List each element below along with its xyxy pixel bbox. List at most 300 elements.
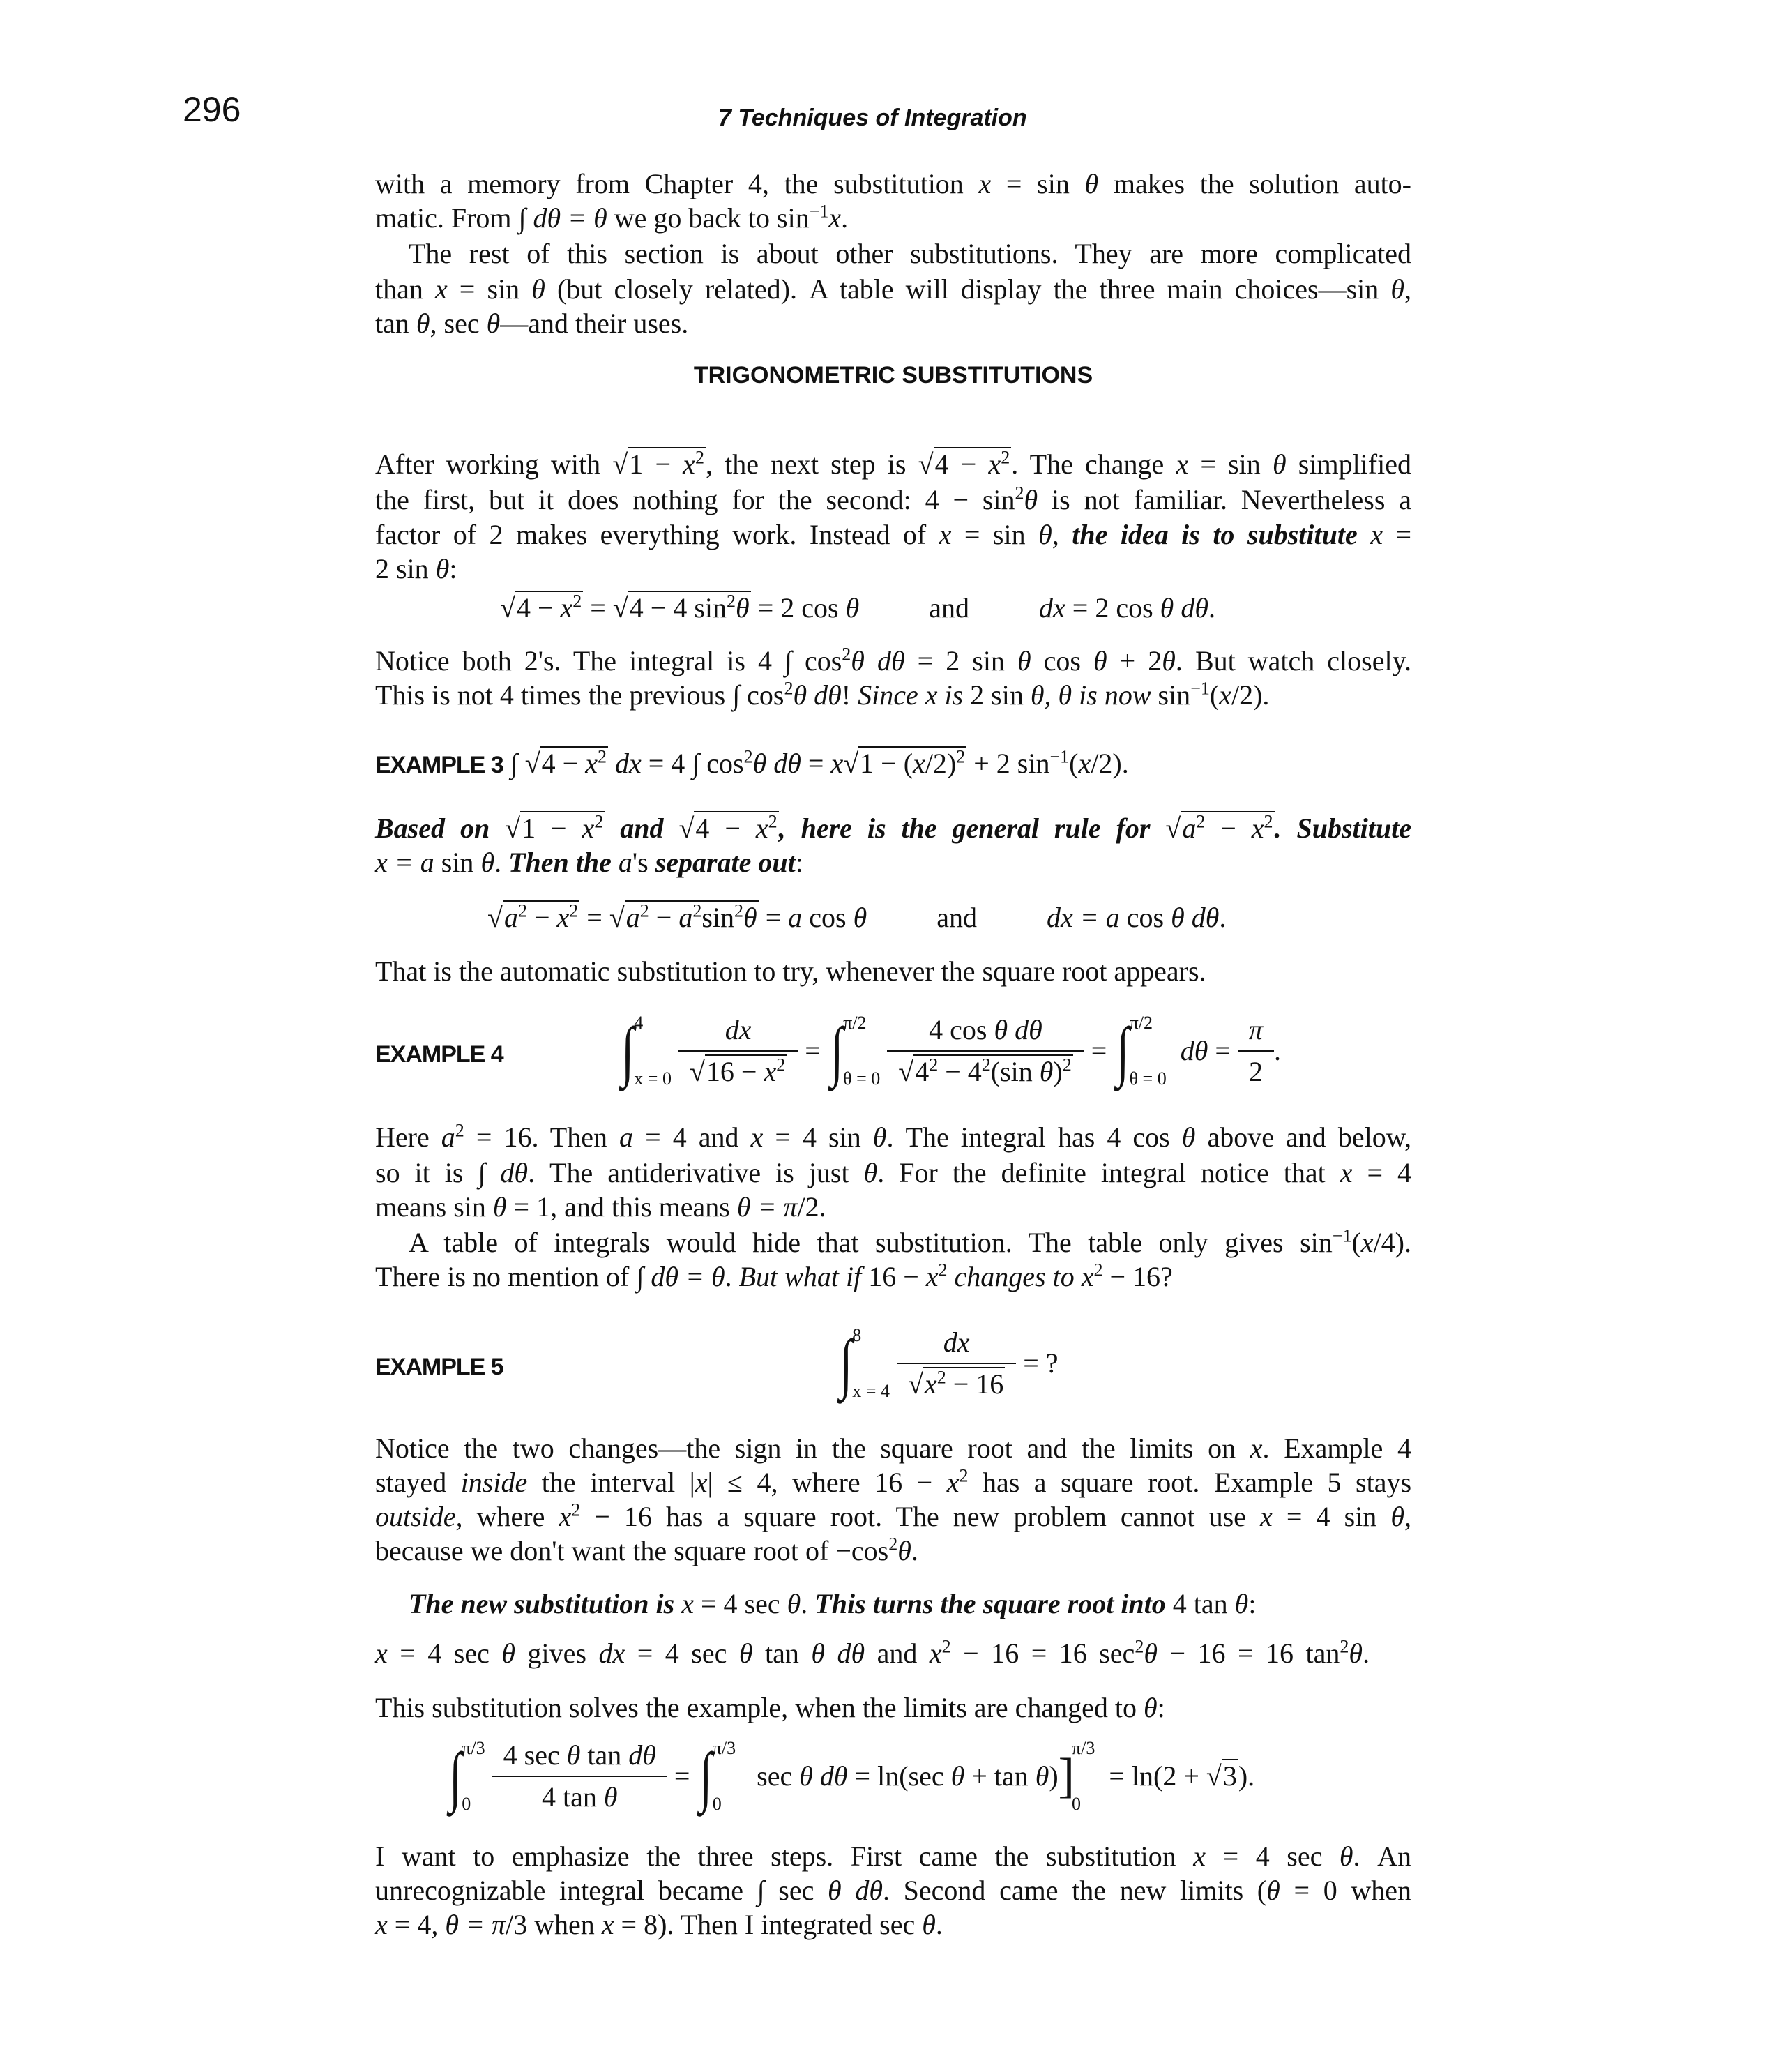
emphasis-text: Then the: [508, 847, 619, 878]
line-content: [375, 1501, 1411, 1532]
text-run: and: [867, 902, 1047, 933]
text-run: 4 sec: [503, 1739, 567, 1771]
radicand: [520, 811, 605, 844]
superscript: −1: [1190, 678, 1210, 699]
text-run: . The antiderivative is just: [528, 1157, 864, 1188]
emphasis-text: x: [434, 273, 448, 305]
text-line: [375, 1260, 1411, 1294]
emphasis-text: a: [678, 902, 693, 933]
square-root: [690, 1054, 787, 1087]
emphasis-text: a: [441, 1121, 455, 1153]
superscript: 2: [597, 746, 607, 767]
text-run: . But watch closely.: [1175, 645, 1411, 676]
emphasis-text: θ dθ: [994, 1014, 1042, 1045]
integral-sign-icon: ∫: [699, 1739, 713, 1813]
emphasis-text: dx = a: [1047, 902, 1120, 933]
emphasis-text: This turns the square root into: [814, 1588, 1166, 1619]
radical-sign-icon: √: [505, 812, 521, 844]
line-content: [375, 308, 688, 339]
text-run: makes the solution auto-: [1098, 168, 1412, 199]
radical-sign-icon: √: [898, 1056, 914, 1087]
text-run: =: [1208, 1035, 1238, 1066]
radical-sign-icon: √: [678, 812, 695, 844]
text-line: [375, 746, 1411, 781]
text-run: = 4 sec: [1206, 1840, 1340, 1872]
bracket-icon: ]: [1058, 1749, 1075, 1803]
superscript: 2: [1015, 483, 1024, 504]
square-root: [505, 811, 605, 844]
superscript: 2: [842, 644, 851, 665]
example-label: EXAMPLE 4: [375, 1041, 503, 1068]
emphasis-text: a: [788, 902, 803, 933]
emphasis-text: dθ = θ: [533, 202, 607, 234]
text-run: matic. From ∫: [375, 202, 533, 234]
integral-sign-icon: ∫: [1116, 1013, 1130, 1088]
line-content: [375, 484, 1411, 515]
text-line: [375, 236, 1411, 271]
emphasis-text: x: [560, 592, 573, 623]
emphasis-text: x: [755, 812, 768, 844]
superscript: −1: [1049, 746, 1070, 767]
text-run: = 16. Then: [464, 1121, 620, 1153]
emphasis-text: θ: [1038, 519, 1052, 550]
text-run: The rest of this section is about other substitutions. They are more complicated: [409, 238, 1411, 269]
text-run: .: [725, 1261, 739, 1292]
text-run: . For the definite integral notice that: [877, 1157, 1340, 1188]
emphasis-text: x: [1176, 448, 1189, 480]
text-run: .: [801, 1588, 815, 1619]
line-content: [375, 679, 1269, 711]
superscript: 2: [938, 1260, 948, 1280]
text-run: | ≤ 4, where 16 −: [707, 1467, 947, 1498]
text-run: factor of 2 makes everything work. Instead of: [375, 519, 939, 550]
emphasis-text: θ: [1339, 1840, 1353, 1872]
text-run: Here: [375, 1121, 441, 1153]
emphasis-text: a: [625, 902, 640, 933]
superscript: −1: [809, 201, 829, 222]
limits: [462, 1738, 485, 1815]
superscript: 2: [888, 1534, 898, 1555]
text-run: =: [579, 902, 609, 933]
radicand: [628, 591, 751, 623]
superscript: 2: [727, 591, 736, 612]
text-run: = sin: [447, 273, 532, 305]
lower-limit: θ = 0: [843, 1068, 881, 1089]
superscript: 2: [517, 900, 527, 921]
text-line: [375, 644, 1411, 679]
text-run: =: [758, 902, 789, 933]
text-run: 4 −: [541, 748, 586, 779]
example-label: EXAMPLE 5: [375, 1354, 503, 1380]
upper-limit: π/3: [1071, 1738, 1095, 1758]
emphasis-text: θ dθ: [811, 1638, 865, 1669]
fraction: [498, 1738, 662, 1815]
text-run: − 16 = 16 sec: [950, 1638, 1135, 1669]
upper-limit: π/3: [462, 1738, 485, 1758]
text-line: [375, 1120, 1411, 1155]
line-content: [375, 955, 1206, 987]
emphasis-text: x: [375, 1638, 388, 1669]
text-run: . The change: [1011, 448, 1176, 480]
text-run: = 4 sec: [387, 1638, 502, 1669]
emphasis-text: dx: [1039, 592, 1065, 623]
emphasis-text: θ dθ: [851, 645, 905, 676]
fraction: [902, 1325, 1010, 1402]
text-run: 4: [915, 1056, 930, 1087]
emphasis-text: θ: [845, 592, 860, 623]
emphasis-text: Based on: [375, 812, 506, 844]
text-run: /4).: [1373, 1227, 1411, 1258]
display-equation: [500, 591, 1215, 626]
emphasis-text: θ: [1234, 1588, 1249, 1619]
radical-sign-icon: √: [907, 1368, 923, 1400]
denominator: [893, 1052, 1079, 1089]
line-content: [375, 1191, 826, 1223]
superscript: 2: [981, 1054, 991, 1075]
emphasis-text: . Substitute: [1274, 812, 1411, 844]
square-root: [908, 1367, 1005, 1400]
fraction: [893, 1013, 1079, 1089]
radical-sign-icon: √: [1206, 1760, 1222, 1792]
superscript: 2: [1093, 1260, 1103, 1280]
text-run: = 4 and: [633, 1121, 751, 1153]
emphasis-text: x: [681, 1588, 694, 1619]
lower-limit: 0: [462, 1794, 471, 1814]
upper-limit: π/3: [712, 1738, 736, 1758]
text-run: −: [1205, 812, 1252, 844]
text-line: [375, 201, 1411, 236]
line-content: [375, 1467, 1411, 1498]
text-line: [375, 447, 1411, 482]
emphasis-text: x: [1340, 1157, 1353, 1188]
radical-sign-icon: √: [524, 748, 540, 779]
emphasis-text: x: [750, 1121, 764, 1153]
emphasis-text: θ: [853, 902, 867, 933]
text-run: =: [583, 592, 613, 623]
text-run: 3: [1222, 1760, 1237, 1792]
emphasis-text: θ dθ: [752, 748, 801, 779]
denominator: [536, 1777, 623, 1815]
emphasis-text: θ: [1144, 1638, 1158, 1669]
text-run: /2.: [797, 1191, 826, 1223]
text-run: ,: [1404, 273, 1411, 305]
emphasis-text: θ: [787, 1588, 801, 1619]
line-content: [375, 1875, 1411, 1906]
fraction: [1243, 1013, 1268, 1089]
square-root: [613, 591, 751, 626]
line-content: [375, 1909, 943, 1940]
denominator: [902, 1364, 1010, 1402]
superscript: 2: [571, 1499, 581, 1520]
emphasis-text: a: [618, 847, 632, 878]
emphasis-text: θ: [1144, 1692, 1158, 1723]
emphasis-text: x: [929, 1638, 942, 1669]
radical-sign-icon: √: [918, 448, 934, 480]
text-run: −: [526, 902, 557, 933]
text-run: = 4 sec: [625, 1638, 739, 1669]
radical-sign-icon: √: [1165, 812, 1181, 844]
superscript: 2: [692, 900, 702, 921]
text-run: =: [801, 748, 831, 779]
line-content: [375, 1535, 918, 1566]
text-run: cos: [802, 902, 854, 933]
radicand: [1222, 1759, 1238, 1792]
text-run: + 2 sin: [966, 748, 1050, 779]
text-run: .: [911, 1535, 918, 1566]
text-run: sin: [434, 847, 481, 878]
text-run: :: [795, 847, 803, 878]
lower-limit: 0: [712, 1794, 722, 1814]
text-run: − 16?: [1102, 1261, 1173, 1292]
emphasis-text: x: [601, 1909, 614, 1940]
text-run: 's: [632, 847, 655, 878]
text-run: and: [865, 1638, 930, 1669]
superscript: 2: [594, 811, 604, 832]
text-run: above and below,: [1195, 1121, 1412, 1153]
emphasis-text: x: [1193, 1840, 1206, 1872]
emphasis-text: x: [828, 202, 842, 234]
superscript: 2: [743, 746, 753, 767]
text-run: is not familiar. Nevertheless a: [1038, 484, 1411, 515]
line-content: [375, 202, 848, 234]
text-line: [375, 1873, 1411, 1908]
text-run: 1 −: [629, 448, 683, 480]
text-run: 4 tan: [1165, 1588, 1235, 1619]
radical-sign-icon: √: [609, 902, 625, 933]
emphasis-text: θ: [1272, 448, 1287, 480]
text-run: 4 −: [516, 592, 561, 623]
text-run: 2: [1248, 1056, 1263, 1087]
text-run: /2): [925, 748, 957, 779]
integral-sign-icon: ∫: [448, 1739, 462, 1813]
text-run: −: [649, 902, 679, 933]
superscript: 2: [1062, 1054, 1072, 1075]
emphasis-text: , here is the general rule for: [778, 812, 1166, 844]
text-line: [375, 1499, 1411, 1534]
text-run: ∫: [503, 748, 525, 779]
emphasis-text: θ = π: [445, 1909, 506, 1940]
emphasis-text: θ dθ: [1160, 592, 1208, 623]
radicand: [628, 447, 706, 480]
text-run: = sin: [951, 519, 1039, 550]
integral-sign-icon: ∫: [830, 1013, 844, 1088]
emphasis-text: x: [830, 748, 844, 779]
emphasis-text: θ: [1349, 1638, 1363, 1669]
text-run: ): [1053, 1056, 1063, 1087]
square-root: [487, 900, 579, 935]
emphasis-text: θ: [743, 902, 757, 933]
emphasis-text: θ dθ: [793, 679, 842, 711]
text-run: the interval |: [527, 1467, 695, 1498]
denominator: [684, 1052, 792, 1089]
text-run: = ln(sec: [847, 1760, 951, 1792]
superscript: 2: [929, 1054, 939, 1075]
emphasis-text: The new substitution is: [409, 1588, 682, 1619]
superscript: −1: [1332, 1225, 1352, 1246]
text-run: This is not 4 times the previous ∫ cos: [375, 679, 784, 711]
text-run: ,: [1404, 1501, 1412, 1532]
text-run: !: [841, 679, 858, 711]
superscript: 2: [959, 1465, 969, 1486]
emphasis-text: x: [559, 1501, 572, 1532]
text-run: tan: [375, 308, 416, 339]
superscript: 2: [1196, 811, 1206, 832]
radical-sign-icon: √: [487, 902, 503, 933]
integral: [619, 1013, 672, 1089]
emphasis-text: x: [1370, 519, 1383, 550]
limits: [843, 1013, 880, 1089]
text-run: = 4: [1352, 1157, 1411, 1188]
emphasis-text: θ: [1093, 645, 1107, 676]
lower-limit: 0: [1071, 1794, 1081, 1814]
display-equation: [619, 1013, 1281, 1089]
emphasis-text: x: [946, 1467, 960, 1498]
text-run: , sec: [430, 308, 487, 339]
square-root: [843, 746, 966, 779]
display-equation: [837, 1325, 1059, 1402]
text-run: = ln(2 +: [1102, 1760, 1206, 1792]
superscript: 2: [941, 1636, 951, 1657]
text-run: /3 when: [506, 1909, 602, 1940]
text-run: = 4 sec: [694, 1588, 787, 1619]
square-root: [1206, 1759, 1238, 1794]
text-line: [375, 1636, 1411, 1671]
superscript: 2: [455, 1120, 464, 1141]
emphasis-text: x: [939, 519, 952, 550]
text-line: [375, 552, 1411, 587]
text-run: , the next step is: [705, 448, 918, 480]
text-line: [375, 954, 1411, 989]
text-run: ,: [1052, 519, 1072, 550]
numerator: [678, 1013, 798, 1052]
radicand: [923, 1367, 1005, 1400]
text-run: I want to emphasize the three steps. First came the substitution: [375, 1840, 1194, 1872]
radical-sign-icon: √: [843, 748, 859, 779]
limits: [634, 1013, 672, 1089]
text-run: gives: [515, 1638, 599, 1669]
line-content: [409, 1588, 1256, 1619]
section-heading: TRIGONOMETRIC SUBSTITUTIONS: [693, 362, 1093, 388]
text-run: (but closely related). A table will display the three main choices—sin: [545, 273, 1391, 305]
emphasis-text: θ: [416, 308, 430, 339]
text-run: /2).: [1091, 748, 1129, 779]
emphasis-text: x: [925, 1261, 939, 1292]
emphasis-text: θ: [922, 1909, 936, 1940]
text-run: = 4 ∫ cos: [641, 748, 744, 779]
text-run: =: [798, 1035, 828, 1066]
text-run: cos: [1031, 645, 1093, 676]
text-run: sec: [743, 1760, 800, 1792]
emphasis-text: separate out: [655, 847, 796, 878]
text-run: sin: [701, 902, 735, 933]
line-content: [375, 645, 1411, 676]
numerator: [887, 1013, 1084, 1052]
text-run: /2).: [1231, 679, 1270, 711]
text-run: 2 sin: [963, 679, 1031, 711]
text-run: (: [1351, 1227, 1361, 1258]
text-run: = 2 sin: [904, 645, 1017, 676]
text-line: [375, 811, 1411, 846]
text-run: 16 −: [706, 1056, 764, 1087]
text-run: . An: [1353, 1840, 1411, 1872]
text-line: [375, 1534, 1411, 1568]
line-content: [375, 273, 1411, 305]
emphasis-text: a: [503, 902, 518, 933]
superscript: 2: [1264, 811, 1273, 832]
text-run: =: [1383, 519, 1412, 550]
square-root: [500, 591, 583, 626]
superscript: 2: [776, 1054, 786, 1075]
evaluation-bar: [1059, 1738, 1095, 1815]
text-line: [375, 517, 1411, 552]
numerator: [492, 1738, 667, 1777]
lower-limit: x = 0: [634, 1068, 672, 1089]
square-root: [918, 447, 1012, 480]
emphasis-text: θ: [1084, 168, 1099, 199]
emphasis-text: θ: [1181, 1121, 1196, 1153]
text-line: [375, 1156, 1411, 1190]
emphasis-text: and: [605, 812, 679, 844]
text-run: + 2: [1107, 645, 1162, 676]
emphasis-text: θ: [435, 553, 450, 584]
emphasis-text: θ: [501, 1638, 516, 1669]
text-run: − 16 = 16 tan: [1157, 1638, 1340, 1669]
text-run: .: [494, 847, 509, 878]
superscript: 2: [1001, 447, 1010, 468]
emphasis-text: dx: [943, 1326, 970, 1358]
text-run: 4 cos: [929, 1014, 994, 1045]
text-run: because we don't want the square root of −cos: [375, 1535, 889, 1566]
radical-sign-icon: √: [500, 592, 515, 623]
text-run: + tan: [964, 1760, 1036, 1792]
text-line: [375, 1691, 1411, 1725]
text-run: =: [667, 1760, 697, 1792]
numerator: [1238, 1013, 1274, 1052]
text-run: .: [1273, 1035, 1281, 1066]
superscript: 2: [956, 746, 966, 767]
text-run: = 4 sin: [763, 1121, 873, 1153]
text-line: [375, 306, 1411, 341]
text-run: That is the automatic substitution to try, whenever the square root appears.: [375, 955, 1206, 987]
emphasis-text: x: [978, 168, 992, 199]
text-run: = ?: [1016, 1347, 1059, 1379]
text-line: [375, 272, 1411, 307]
emphasis-text: θ: [1390, 1501, 1405, 1532]
radicand: [913, 1054, 1073, 1087]
text-run: with a memory from Chapter 4, the substitution: [375, 168, 979, 199]
text-run: —and their uses.: [500, 308, 689, 339]
text-line: [375, 1839, 1411, 1874]
emphasis-text: θ: [1024, 484, 1038, 515]
text-line: [375, 1225, 1411, 1260]
text-line: [375, 483, 1411, 517]
superscript: 2: [1340, 1636, 1349, 1657]
text-run: − 16: [946, 1368, 1004, 1400]
denominator: [1243, 1052, 1268, 1089]
upper-limit: π/2: [1129, 1013, 1153, 1033]
superscript: 2: [572, 591, 582, 612]
integral: [1114, 1013, 1166, 1089]
example-label: EXAMPLE 3: [375, 752, 503, 778]
fraction: [684, 1013, 792, 1089]
emphasis-text: θ: [897, 1535, 911, 1566]
text-run: .: [1219, 902, 1227, 933]
limits: [1072, 1738, 1095, 1815]
emphasis-text: θ: [566, 1739, 581, 1771]
superscript: 2: [639, 900, 649, 921]
limits: [852, 1325, 890, 1402]
text-run: 16 −: [861, 1261, 926, 1292]
